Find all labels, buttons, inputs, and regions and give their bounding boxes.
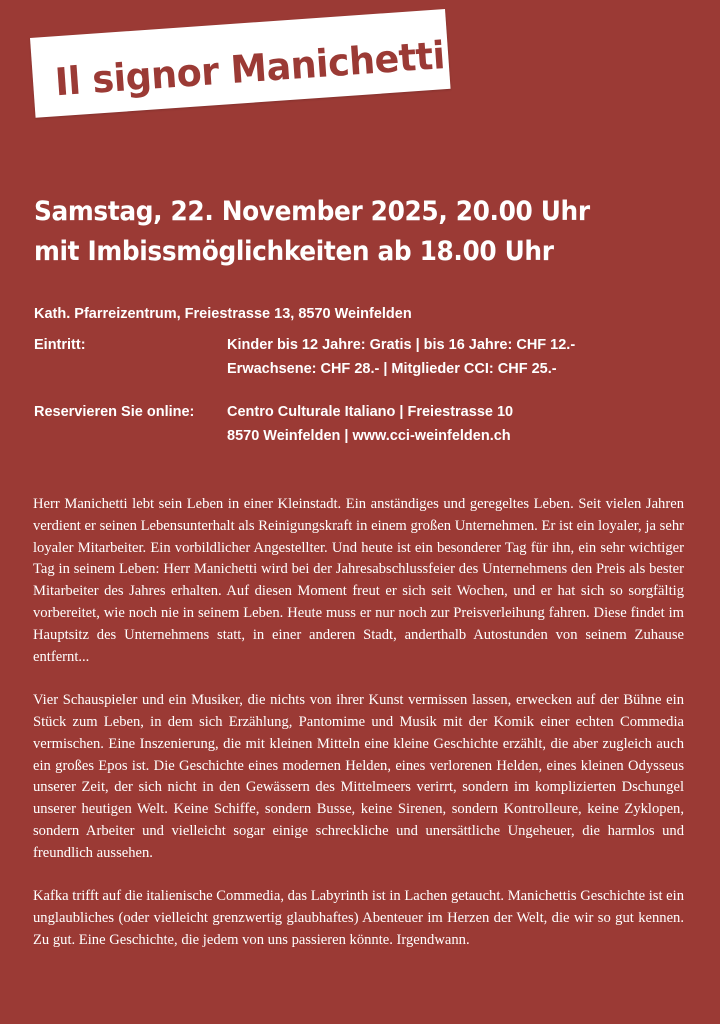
entry-prices	[227, 333, 575, 381]
event-date-line: Samstag, 22. November 2025, 20.00 Uhr	[34, 196, 590, 227]
reservation-website[interactable]: 8570 Weinfelden | www.cci-weinfelden.ch	[227, 428, 511, 444]
venue-info: Kath. Pfarreizentrum, Freiestrasse 13, 8570 Weinfelden	[34, 306, 412, 322]
description	[33, 494, 684, 974]
description-paragraph: Herr Manichetti lebt sein Leben in einer Kleinstadt. Ein anständiges und geregeltes Leben. Seit vielen Jahren verdient er seinen Lebensunterhalt als Reinigungskraft in einem großen Unternehmen. Er ist ein loyaler, ja sehr loyaler Mitarbeiter. Ein vorbildlicher Angestellter. Und heute ist ein besonderer Tag für ihn, ein sehr wichtiger Tag in seinem Leben: Herr Manichetti wird bei der Jahresabschlussfeier des Unternehmens den Preis als bester Mitarbeiter des Jahres erhalten. Auf diesen Moment freut er sich seit Wochen, und er hat sich so sorgfältig vorbereitet, wie noch nie in seinem Leben. Heute muss er nur noch zur Preisverleihung fahren. Diese findet im Hauptsitz des Unternehmens statt, in einer anderen Stadt, anderthalb Autostunden von seinem Zuhause entfernt...	[33, 496, 684, 665]
event-date-headline	[34, 192, 694, 272]
entry-price-line: Erwachsene: CHF 28.- | Mitglieder CCI: CHF 25.-	[227, 361, 557, 377]
catering-line: mit Imbissmöglichkeiten ab 18.00 Uhr	[34, 236, 554, 267]
entry-price-line: Kinder bis 12 Jahre: Gratis | bis 16 Jahre: CHF 12.-	[227, 337, 576, 353]
reservation-label: Reservieren Sie online:	[34, 404, 195, 420]
entry-label: Eintritt:	[34, 337, 86, 353]
entry-info	[34, 333, 575, 381]
description-paragraph: Vier Schauspieler und ein Musiker, die nichts von ihrer Kunst vermissen lassen, erwecken auf der Bühne ein Stück zum Leben, in dem sich Erzählung, Pantomime und Musik mit der Komik einer echten Commedia vermischen. Eine Inszenierung, die mit kleinen Mitteln eine kleine Geschichte erzählt, die aber zugleich auch ein großes Epos ist. Die Geschichte eines modernen Helden, eines verlorenen Helden, eines kleinen Odysseus unserer Zeit, der sich nicht in den Gewässern des Mittelmeers verirrt, sondern im komplizierten Dschungel unserer heutigen Welt. Keine Schiffe, sondern Busse, keine Sirenen, sondern Kontrolleure, keine Zyklopen, sondern Arbeiter und vielleicht sogar einige schreckliche und unersättliche Ungeheuer, die harmlos und freundlich aussehen.	[33, 692, 684, 861]
reservation-details	[227, 400, 513, 448]
description-paragraph: Kafka trifft auf die italienische Commedia, das Labyrinth ist in Lachen getaucht. Manichettis Geschichte ist ein unglaubliches (oder vielleicht grenzwertig glaubhaftes) Abenteuer im Herzen der Welt, die wir so gut kennen. Zu gut. Eine Geschichte, die jedem von uns passieren könnte. Irgendwann.	[33, 888, 684, 948]
reservation-info	[34, 400, 513, 448]
page-title: Il signor Manichetti	[53, 33, 447, 105]
reservation-address: Centro Culturale Italiano | Freiestrasse 10	[227, 404, 514, 420]
title-banner	[30, 9, 451, 118]
